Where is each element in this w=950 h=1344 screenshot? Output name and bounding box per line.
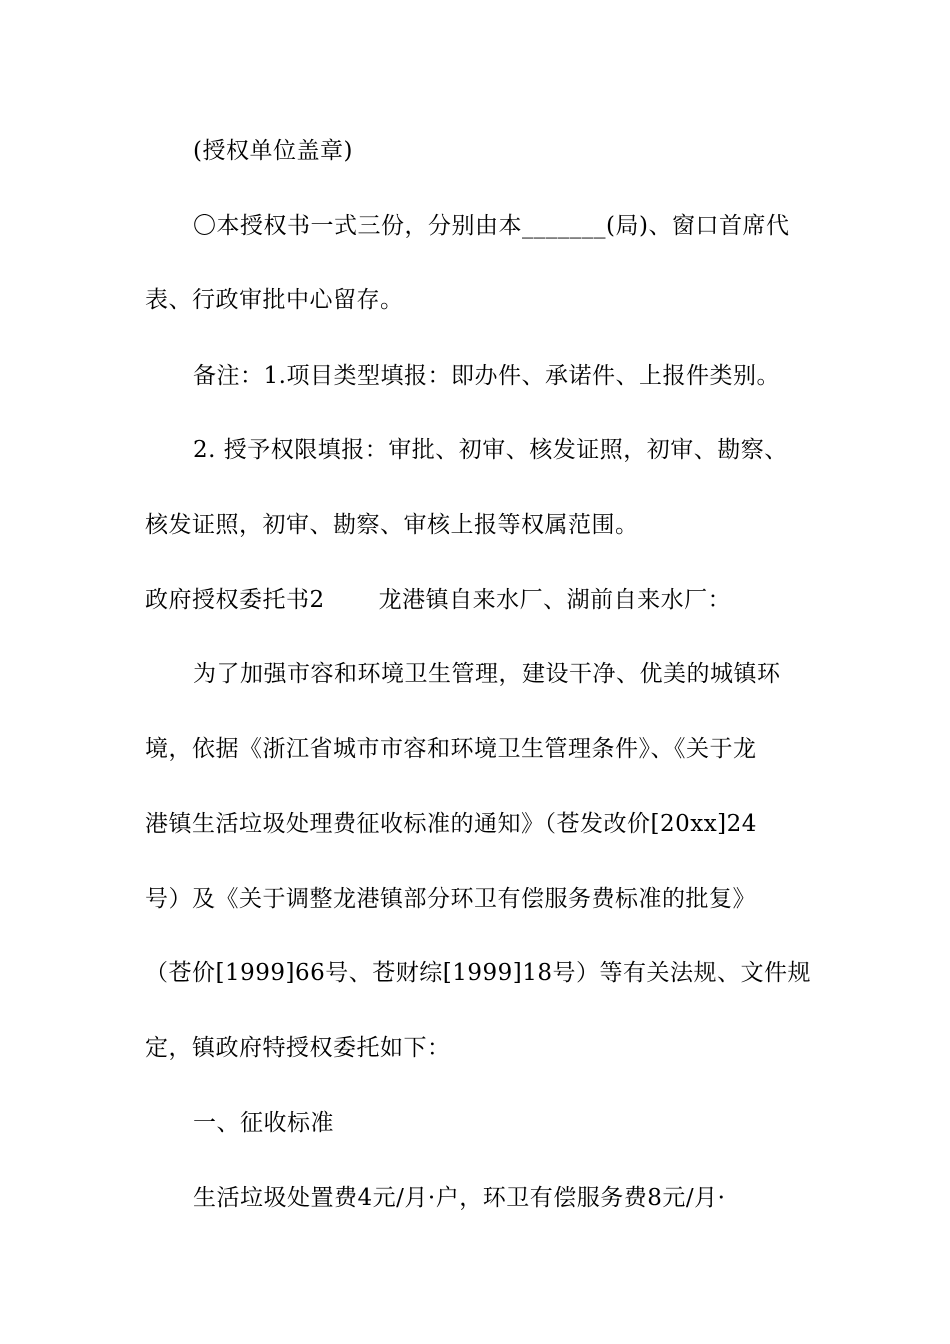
body-line-4: 号）及《关于调整龙港镇部分环卫有偿服务费标准的批复》 (145, 886, 756, 912)
subsection-heading: 一、征收标准 (193, 1110, 334, 1136)
body-line-1: 为了加强市容和环境卫生管理，建设干净、优美的城镇环 (193, 661, 781, 687)
body-line-2: 境，依据《浙江省城市市容和环境卫生管理条件》、《关于龙 (145, 736, 757, 762)
remark-line-2: 2. 授予权限填报：审批、初审、核发证照，初审、勘察、 (193, 437, 788, 463)
remark-line-1: 备注：1.项目类型填报：即办件、承诺件、上报件类别。 (193, 363, 780, 389)
section-title: 政府授权委托书2 (145, 587, 325, 613)
section-heading-line (145, 585, 810, 615)
body-line-3: 港镇生活垃圾处理费征收标准的通知》（苍发改价[20xx]24 (145, 811, 757, 837)
copies-note-line-2: 表、行政审批中心留存。 (145, 287, 404, 313)
addressee: 龙港镇自来水厂、湖前自来水厂： (378, 587, 732, 613)
stamp-note: (授权单位盖章) (193, 138, 353, 164)
remark-line-3: 核发证照，初审、勘察、审核上报等权属范围。 (145, 512, 639, 538)
body-line-5: （苍价[1999]66号、苍财综[1999]18号）等有关法规、文件规 (145, 960, 811, 986)
fee-standard-line: 生活垃圾处置费4元/月·户，环卫有偿服务费8元/月· (193, 1185, 726, 1211)
body-line-6: 定，镇政府特授权委托如下： (145, 1035, 451, 1061)
copies-note-line-1: 〇本授权书一式三份，分别由本_______(局)、窗口首席代 (193, 213, 790, 239)
